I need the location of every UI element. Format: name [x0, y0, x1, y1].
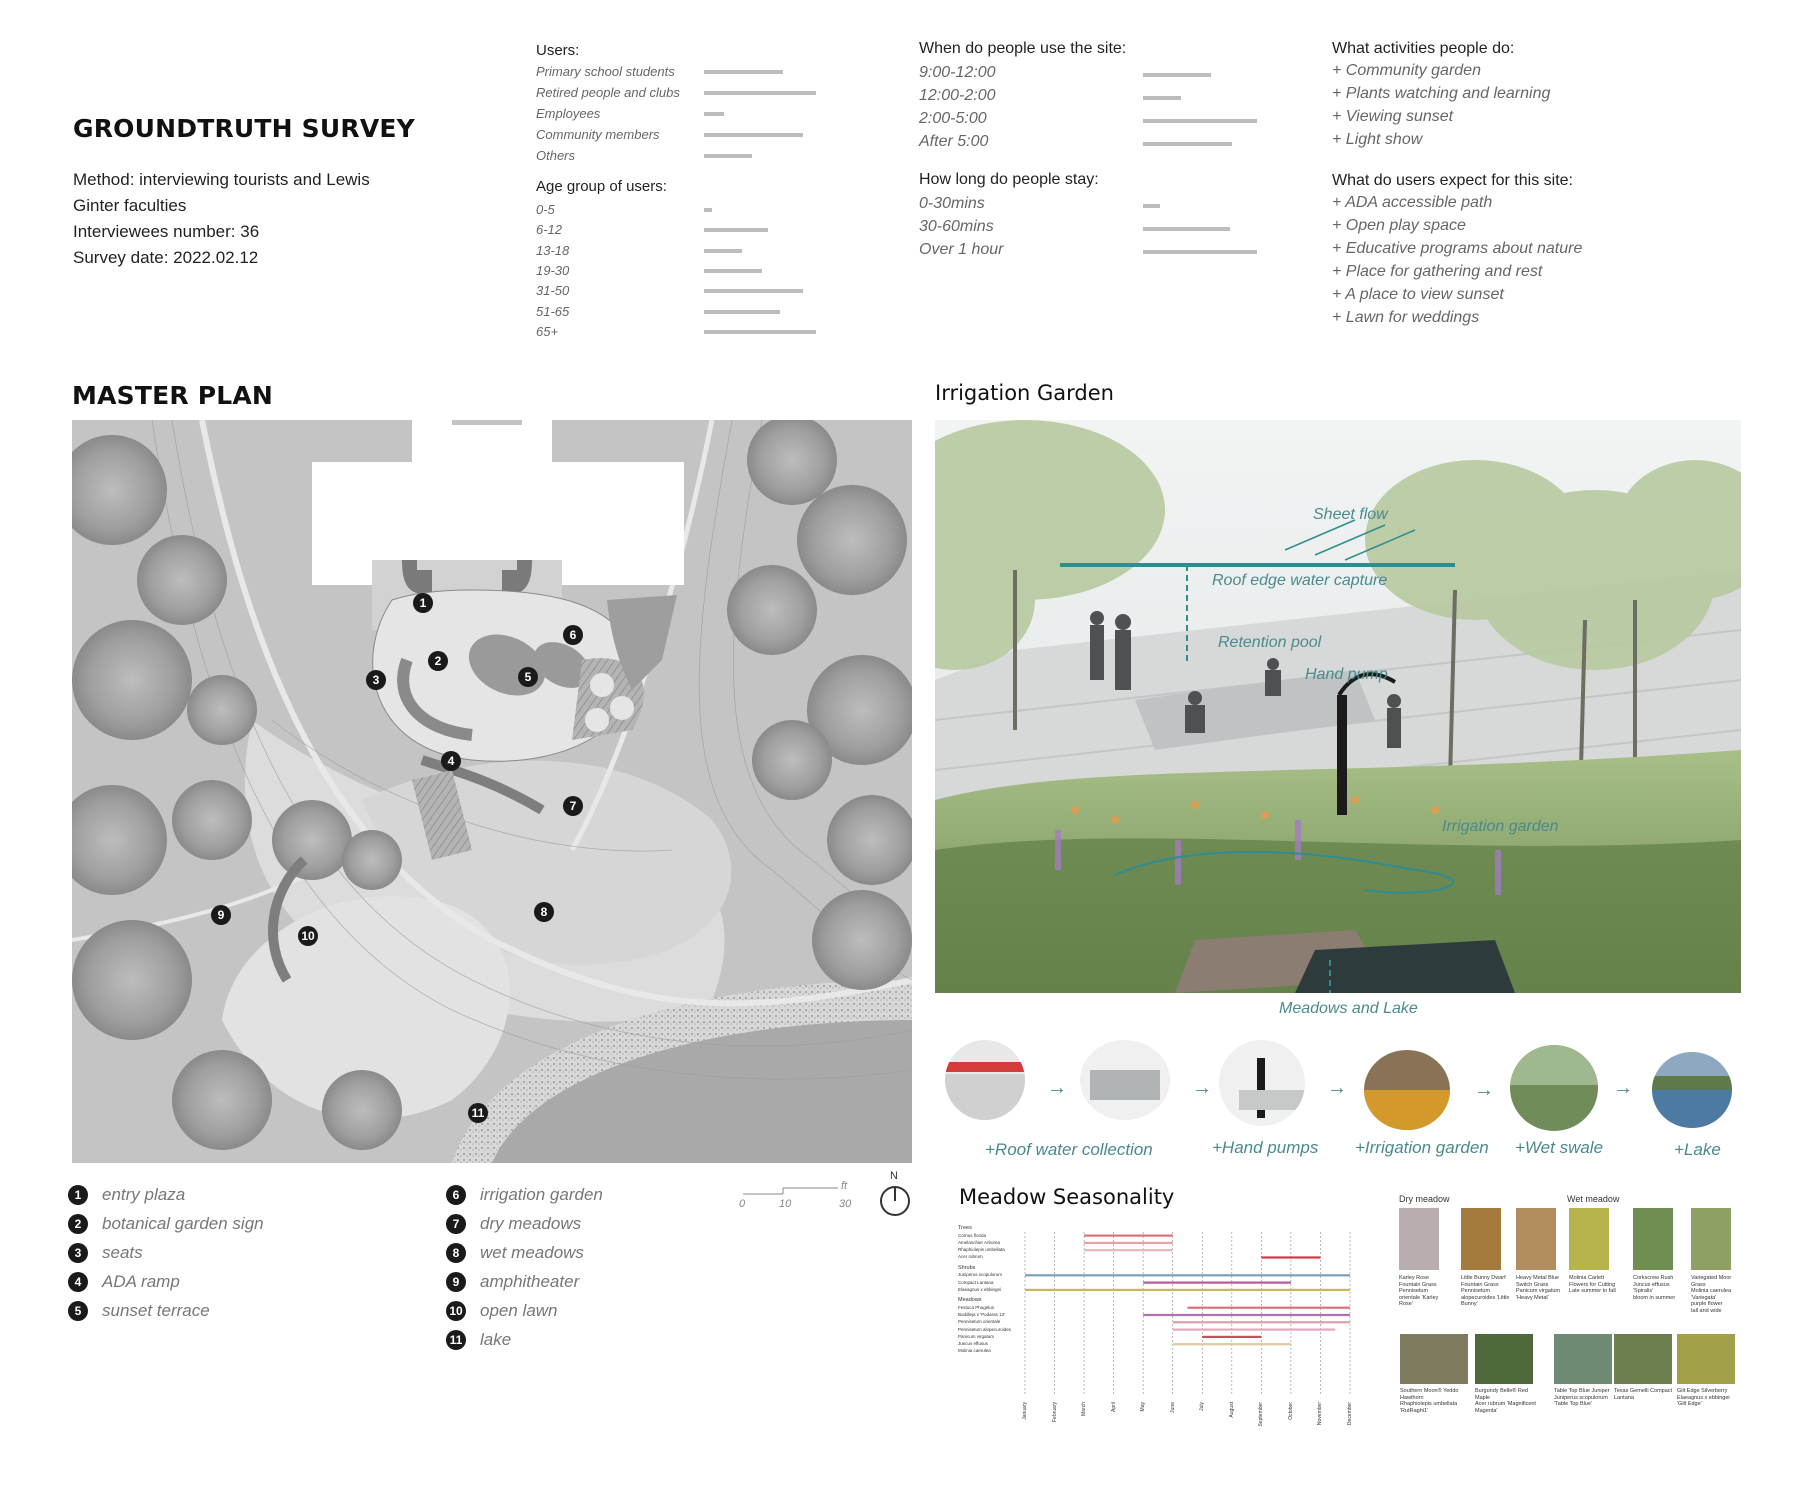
plant-label: Cornus florida	[958, 1232, 987, 1238]
time-survey	[919, 40, 1279, 270]
legend-number: 10	[446, 1301, 466, 1321]
legend-number: 5	[68, 1301, 88, 1321]
plant-photo	[1399, 1208, 1439, 1270]
age-bar	[704, 289, 803, 293]
plant-label: Rhaphiolepis umbellata	[958, 1247, 1005, 1253]
flow-arrow-icon: →	[1327, 1077, 1347, 1099]
when-row: 9:00-12:00	[919, 64, 996, 81]
scale-bar	[733, 1180, 853, 1220]
legend-number: 7	[446, 1214, 466, 1234]
label-sheet-flow: Sheet flow	[1313, 506, 1388, 523]
season-bar	[1173, 1329, 1336, 1331]
map-marker[interactable]: 1	[413, 593, 433, 613]
irrigation-title: Irrigation Garden	[935, 381, 1114, 405]
survey-title: GROUNDTRUTH SURVEY	[73, 114, 415, 143]
plant-photo	[1475, 1334, 1533, 1384]
legend-number: 6	[446, 1185, 466, 1205]
plant-caption: Table Top Blue Juniper Juniperus scopulorum 'Table Top Blue'	[1554, 1388, 1610, 1407]
survey-info-line: Method: interviewing tourists and Lewis	[73, 170, 370, 189]
label-meadows-lake: Meadows and Lake	[1279, 1000, 1418, 1017]
north-label: N	[890, 1170, 898, 1182]
legend-item	[446, 1183, 603, 1207]
stay-row: 0-30mins	[919, 195, 985, 212]
flow-swale-image	[1510, 1045, 1598, 1131]
survey-info-line: Interviewees number: 36	[73, 222, 260, 241]
flow-arrow-icon: →	[1047, 1077, 1067, 1099]
users-survey	[536, 42, 836, 342]
month-label: September	[1258, 1402, 1265, 1427]
users-bar	[704, 133, 803, 137]
master-plan-title: MASTER PLAN	[72, 381, 274, 410]
age-bar	[704, 330, 816, 334]
legend-item	[68, 1241, 143, 1265]
legend-item	[446, 1328, 511, 1352]
season-bar	[1084, 1242, 1173, 1244]
plant-caption: Gilt Edge Silverberry Elaeagnus x ebbingei 'Gilt Edge'	[1677, 1388, 1730, 1407]
legend-number: 1	[68, 1185, 88, 1205]
age-heading: Age group of users:	[536, 178, 667, 195]
plant-photo	[1400, 1334, 1468, 1384]
legend-item	[68, 1270, 180, 1294]
age-bar	[704, 310, 780, 314]
stay-row: Over 1 hour	[919, 241, 1004, 258]
users-row: Primary school students	[536, 64, 675, 79]
stay-bar	[1143, 204, 1160, 208]
legend-number: 9	[446, 1272, 466, 1292]
scale-label: 10	[779, 1198, 792, 1210]
expectation-item: + ADA accessible path	[1332, 194, 1493, 211]
survey-info	[73, 167, 370, 271]
seasonality-title: Meadow Seasonality	[959, 1185, 1175, 1209]
plant-photo	[1516, 1208, 1556, 1270]
plant-label: Juniperus scopulorum	[958, 1272, 1003, 1278]
compass-icon	[878, 1184, 912, 1218]
survey-info-line: Ginter faculties	[73, 196, 187, 215]
legend-label: seats	[102, 1243, 143, 1262]
season-bar	[1261, 1256, 1320, 1258]
map-marker[interactable]: 6	[563, 625, 583, 645]
flow-pump-image	[1219, 1040, 1305, 1126]
activity-item: + Light show	[1332, 131, 1423, 148]
plant-caption: Karley Rose Fountain Grass Pennisetum orientale 'Karley Rose'	[1399, 1275, 1439, 1307]
users-row: Others	[536, 148, 576, 163]
master-plan-map[interactable]	[72, 420, 912, 1163]
map-marker[interactable]: 9	[211, 905, 231, 925]
legend-item	[68, 1183, 185, 1207]
activity-item: + Community garden	[1332, 62, 1481, 79]
map-marker[interactable]: 7	[563, 796, 583, 816]
flow-garden-image	[1364, 1050, 1450, 1130]
plant-label: Panicum virgatum	[958, 1333, 995, 1339]
legend-label: sunset terrace	[102, 1301, 210, 1320]
scale-label: 30	[839, 1198, 852, 1210]
legend-label: ADA ramp	[102, 1272, 180, 1291]
when-row: 2:00-5:00	[919, 110, 987, 127]
stay-heading: How long do people stay:	[919, 171, 1099, 188]
irrigation-render	[935, 420, 1741, 993]
flow-arrow-icon: →	[1474, 1079, 1494, 1101]
legend-number: 8	[446, 1243, 466, 1263]
plant-label: Pennisetum orientale	[958, 1319, 1001, 1325]
age-row: 51-65	[536, 303, 570, 319]
month-label: May	[1140, 1402, 1147, 1412]
seasonality-chart-graphic	[955, 1220, 1355, 1430]
legend-item	[446, 1212, 581, 1236]
users-row: Employees	[536, 106, 601, 121]
plant-group-label: Meadows	[958, 1297, 982, 1304]
expectation-item: + Open play space	[1332, 217, 1466, 234]
plant-caption: Burgundy Belle® Red Maple Acer rubrum 'Magnificent Magenta'	[1475, 1388, 1536, 1414]
age-bar	[704, 269, 762, 273]
when-bar	[1143, 96, 1181, 100]
stay-bar	[1143, 250, 1257, 254]
users-bar	[704, 154, 752, 158]
season-bar	[1084, 1249, 1173, 1251]
flow-pool-image	[1080, 1040, 1170, 1120]
map-marker[interactable]: 10	[298, 926, 318, 946]
plant-label: Juncus effusus	[958, 1341, 988, 1347]
legend-item	[68, 1212, 264, 1236]
month-label: November	[1317, 1402, 1324, 1426]
plant-caption: Molinia Carlett Flowers for Cutting Late summer to fall	[1569, 1275, 1616, 1294]
label-irrigation-garden: Irrigation garden	[1442, 818, 1559, 835]
month-label: June	[1169, 1402, 1176, 1413]
month-label: March	[1081, 1402, 1088, 1416]
plant-label: Elaeagnus x ebbingei	[958, 1286, 1002, 1292]
legend-label: lake	[480, 1330, 512, 1349]
flow-roof-image	[945, 1040, 1025, 1120]
activity-item: + Plants watching and learning	[1332, 85, 1551, 102]
activities-heading: What activities people do:	[1332, 40, 1515, 57]
users-bar	[704, 91, 816, 95]
plant-group-label: Shrubs	[958, 1264, 976, 1271]
season-bar	[1084, 1235, 1173, 1237]
map-marker[interactable]: 3	[366, 670, 386, 690]
month-label: April	[1110, 1402, 1117, 1413]
site-plan-drawing	[72, 420, 912, 1163]
plant-label: Festuca Phugelus	[958, 1304, 995, 1310]
survey-info-line: Survey date: 2022.02.12	[73, 248, 259, 267]
legend-number: 4	[68, 1272, 88, 1292]
legend-number: 2	[68, 1214, 88, 1234]
legend-item	[446, 1270, 579, 1294]
season-bar	[1202, 1336, 1261, 1338]
age-row: 31-50	[536, 283, 570, 299]
when-row: 12:00-2:00	[919, 87, 996, 104]
when-bar	[1143, 119, 1257, 123]
plant-label: Molinia caerulea	[958, 1348, 991, 1354]
month-label: August	[1228, 1402, 1235, 1418]
plant-label: Buddleja x 'Podaras 13'	[958, 1311, 1005, 1317]
flow-arrow-icon: →	[1613, 1077, 1633, 1099]
expectation-item: + A place to view sunset	[1332, 286, 1504, 303]
scale-bar-graphic	[733, 1180, 853, 1220]
when-bar	[1143, 142, 1232, 146]
dry-meadow-title: Dry meadow	[1399, 1194, 1450, 1204]
legend-label: entry plaza	[102, 1185, 186, 1204]
legend-item	[446, 1241, 584, 1265]
season-bar	[1025, 1274, 1350, 1276]
seasonality-chart	[955, 1220, 1355, 1430]
season-bar	[1025, 1289, 1350, 1291]
plant-label: Pennisetum alopecuroides	[958, 1326, 1012, 1332]
plant-caption: Southern Moon® Yeddo Hawthorn Rhaphiolepis umbellata 'RutRaghi1'	[1400, 1388, 1459, 1414]
label-hand-pump: Hand pump	[1305, 666, 1388, 683]
age-row: 0-5	[536, 202, 555, 217]
flow-arrow-icon: →	[1192, 1077, 1212, 1099]
users-heading: Users:	[536, 42, 580, 59]
age-row: 19-30	[536, 262, 570, 278]
season-bar	[1143, 1282, 1291, 1284]
plant-photo	[1569, 1208, 1609, 1270]
flow-label: +Wet swale	[1515, 1138, 1604, 1157]
plant-caption: Little Bunny Dwarf Fountain Grass Pennisetum alopecuroides 'Little Bunny'	[1461, 1275, 1510, 1307]
age-bar	[704, 228, 768, 232]
age-bar	[704, 208, 712, 212]
legend-item	[446, 1299, 558, 1323]
plant-label: Amelanchier Arborea	[958, 1239, 1001, 1245]
season-bar	[1143, 1314, 1350, 1316]
age-row: 13-18	[536, 242, 570, 258]
legend-number: 11	[446, 1330, 466, 1350]
plant-photo	[1614, 1334, 1672, 1384]
map-marker[interactable]: 5	[518, 667, 538, 687]
map-marker[interactable]: 8	[534, 902, 554, 922]
map-marker[interactable]: 2	[428, 651, 448, 671]
month-label: February	[1051, 1402, 1058, 1423]
plant-caption: Corkscrew Rush Juncus effusus 'Spiralis' bloom in summer	[1633, 1275, 1676, 1301]
legend-label: wet meadows	[480, 1243, 584, 1262]
legend-label: dry meadows	[480, 1214, 582, 1233]
scale-unit: ft	[841, 1180, 848, 1192]
expectation-item: + Lawn for weddings	[1332, 309, 1480, 326]
expectation-item: + Educative programs about nature	[1332, 240, 1583, 257]
map-marker[interactable]: 11	[468, 1103, 488, 1123]
plant-group-label: Trees	[958, 1225, 972, 1231]
plant-caption: Variegated Moor Grass Molinia caerulea 'Variegata' purple flower tall and wide	[1691, 1275, 1732, 1314]
flow-label: +Roof water collection	[985, 1140, 1153, 1159]
month-label: December	[1347, 1402, 1353, 1426]
plant-photo	[1633, 1208, 1673, 1270]
plant-photo	[1677, 1334, 1735, 1384]
users-bar	[704, 112, 724, 116]
when-row: After 5:00	[919, 133, 989, 150]
plant-photo	[1691, 1208, 1731, 1270]
season-bar	[1173, 1321, 1350, 1323]
north-arrow	[878, 1170, 912, 1220]
season-bar	[1173, 1343, 1291, 1345]
plant-photo	[1554, 1334, 1612, 1384]
when-bar	[1143, 73, 1211, 77]
wet-meadow-title: Wet meadow	[1567, 1194, 1620, 1204]
plant-caption: Heavy Metal Blue Switch Grass Panicum virgatum 'Heavy Metal'	[1516, 1275, 1561, 1301]
stay-bar	[1143, 227, 1230, 231]
flow-label: +Lake	[1674, 1140, 1721, 1159]
legend-label: amphitheater	[480, 1272, 580, 1291]
month-label: July	[1199, 1402, 1206, 1411]
label-retention-pool: Retention pool	[1218, 634, 1322, 651]
scale-label: 0	[739, 1198, 746, 1210]
activity-item: + Viewing sunset	[1332, 108, 1454, 125]
users-row: Retired people and clubs	[536, 85, 680, 100]
stay-row: 30-60mins	[919, 218, 994, 235]
month-label: October	[1287, 1402, 1294, 1420]
legend-label: open lawn	[480, 1301, 558, 1320]
expect-heading: What do users expect for this site:	[1332, 172, 1573, 189]
flow-lake-image	[1652, 1052, 1732, 1128]
users-row: Community members	[536, 127, 660, 142]
age-row: 65+	[536, 323, 559, 339]
age-row: 6-12	[536, 222, 563, 238]
map-marker[interactable]: 4	[441, 751, 461, 771]
plant-caption: Texas Gemelli Compact Lantana	[1614, 1388, 1673, 1401]
age-bar	[704, 249, 742, 253]
plant-label: Acer rubrum	[958, 1254, 983, 1260]
activities-survey	[1332, 40, 1752, 329]
expectation-item: + Place for gathering and rest	[1332, 263, 1543, 280]
legend-label: irrigation garden	[480, 1185, 603, 1204]
plant-label: Compact Lantana	[958, 1279, 994, 1285]
flow-label: +Irrigation garden	[1355, 1138, 1489, 1157]
season-bar	[1188, 1307, 1351, 1309]
users-bar	[704, 70, 783, 74]
legend-label: botanical garden sign	[102, 1214, 264, 1233]
legend-number: 3	[68, 1243, 88, 1263]
when-heading: When do people use the site:	[919, 40, 1127, 57]
label-roof-edge: Roof edge water capture	[1212, 572, 1388, 589]
legend-item	[68, 1299, 210, 1323]
plant-photo	[1461, 1208, 1501, 1270]
month-label: January	[1022, 1402, 1028, 1420]
flow-label: +Hand pumps	[1212, 1138, 1319, 1157]
